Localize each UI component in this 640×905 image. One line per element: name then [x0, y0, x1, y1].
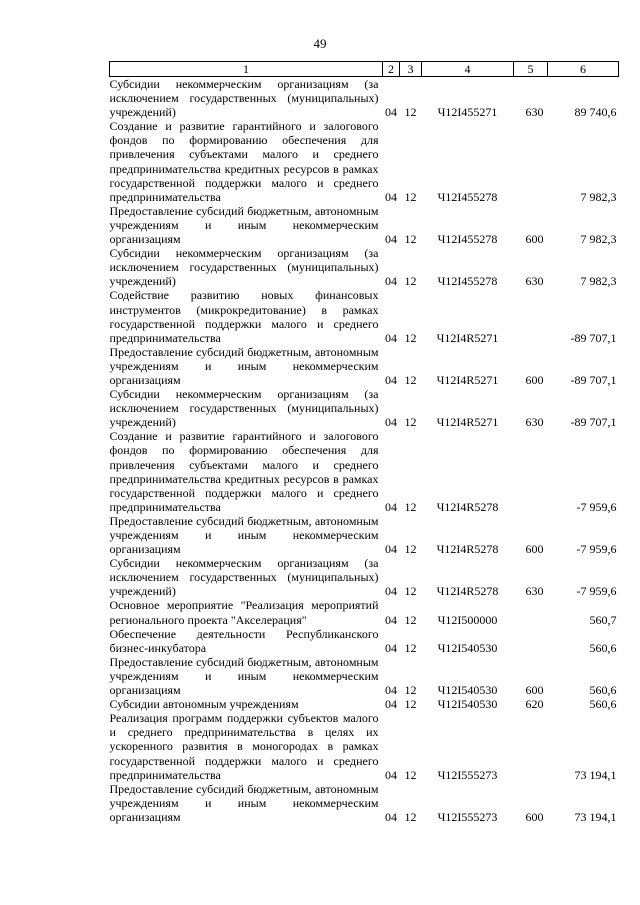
row-amount: 560,6 — [589, 697, 617, 712]
row-target-code: Ч12I4R5271 — [436, 372, 499, 387]
row-target-code: Ч12I4R5271 — [436, 415, 499, 430]
row-expense-type — [514, 429, 548, 514]
table-body — [110, 77, 619, 824]
row-subsection: 12 — [404, 189, 417, 204]
row-section: 04 — [385, 189, 397, 204]
header-col-5: 5 — [514, 62, 548, 77]
row-description: Субсидии некоммерческим организациям (за исключением государственных (муниципальных) учреждений) — [109, 77, 379, 120]
row-subsection: 12 — [404, 640, 417, 655]
row-description: Основное мероприятие "Реализация мероприятий регионального проекта "Акселерация" — [109, 598, 379, 627]
table-row — [110, 345, 619, 387]
table-row — [110, 655, 619, 697]
row-target-code: Ч12I540530 — [437, 640, 498, 655]
row-target-code: Ч12I455271 — [437, 105, 498, 120]
table-row — [110, 119, 619, 204]
row-amount: 73 194,1 — [574, 809, 617, 824]
row-target-code: Ч12I4R5278 — [436, 542, 499, 557]
row-target-code: Ч12I4R5278 — [436, 584, 499, 599]
row-description: Субсидии некоммерческим организациям (за исключением государственных (муниципальных) учреждений) — [109, 387, 379, 430]
table-row — [110, 782, 619, 824]
row-amount: 560,7 — [589, 612, 617, 627]
row-target-code: Ч12I500000 — [437, 612, 498, 627]
row-section: 04 — [385, 415, 397, 430]
row-subsection: 12 — [404, 683, 417, 698]
budget-table — [109, 61, 619, 824]
row-section: 04 — [385, 542, 397, 557]
row-description: Содействие развитию новых финансовых инструментов (микрокредитование) в рамках государственной поддержки малого и среднего предпринимательства — [109, 288, 379, 345]
row-subsection: 12 — [404, 372, 417, 387]
table-header — [110, 62, 619, 77]
table-row — [110, 711, 619, 781]
row-target-code: Ч12I555273 — [437, 767, 498, 782]
row-expense-type — [514, 288, 548, 344]
row-description: Предоставление субсидий бюджетным, автономным учреждениям и иным некоммерческим организациям — [109, 344, 379, 387]
row-target-code: Ч12I4R5278 — [436, 499, 499, 514]
table-row — [110, 77, 619, 120]
row-subsection: 12 — [404, 330, 417, 345]
header-col-4: 4 — [422, 62, 514, 77]
row-amount: -7 959,6 — [576, 584, 617, 599]
row-expense-type: 600 — [525, 683, 544, 698]
row-amount: -89 707,1 — [570, 330, 617, 345]
row-target-code: Ч12I455278 — [437, 232, 498, 247]
row-target-code: Ч12I455278 — [437, 274, 498, 289]
row-section: 04 — [385, 612, 397, 627]
row-expense-type — [514, 598, 548, 626]
row-description: Обеспечение деятельности Республиканского бизнес-инкубатора — [109, 626, 379, 655]
row-section: 04 — [385, 330, 397, 345]
table-row — [110, 429, 619, 514]
table-row — [110, 246, 619, 288]
row-amount: 7 982,3 — [580, 232, 617, 247]
row-section: 04 — [385, 499, 397, 514]
row-subsection: 12 — [404, 767, 417, 782]
row-description: Реализация программ поддержки субъектов малого и среднего предпринимательства в целях их ускоренного развития в моногородах в рамках государственной поддержки малого и среднего предпринимательства — [109, 711, 379, 782]
row-expense-type — [514, 711, 548, 781]
row-expense-type: 630 — [525, 584, 544, 599]
row-description: Предоставление субсидий бюджетным, автономным учреждениям и иным некоммерческим организациям — [109, 203, 379, 247]
table-row — [110, 598, 619, 626]
row-expense-type — [514, 627, 548, 655]
row-section: 04 — [385, 767, 397, 782]
row-expense-type: 630 — [525, 415, 544, 430]
table-row — [110, 387, 619, 429]
row-expense-type: 620 — [525, 697, 544, 712]
table-row — [110, 204, 619, 246]
row-amount: 89 740,6 — [574, 105, 617, 120]
header-row — [110, 62, 619, 77]
row-amount: -7 959,6 — [576, 542, 617, 557]
row-amount: 560,6 — [589, 683, 617, 698]
row-subsection: 12 — [404, 612, 417, 627]
row-section: 04 — [385, 640, 397, 655]
row-amount: 7 982,3 — [580, 189, 617, 204]
row-description: Субсидии некоммерческим организациям (за исключением государственных (муниципальных) учреждений) — [109, 556, 379, 599]
row-expense-type — [514, 119, 548, 204]
header-col-6: 6 — [548, 62, 619, 77]
row-amount: 7 982,3 — [580, 274, 617, 289]
row-expense-type: 630 — [525, 105, 544, 120]
row-description: Субсидии автономным учреждениям — [109, 697, 299, 712]
table-row — [110, 697, 619, 711]
row-target-code: Ч12I455278 — [437, 189, 498, 204]
row-subsection: 12 — [404, 809, 417, 824]
row-description: Предоставление субсидий бюджетным, автономным учреждениям и иным некоммерческим организациям — [109, 513, 379, 557]
row-amount: -89 707,1 — [570, 415, 617, 430]
header-col-3: 3 — [400, 62, 422, 77]
row-description: Создание и развитие гарантийного и залогового фондов по формированию обеспечения для привлечения субъектами малого и среднего предпринимательства кредитных ресурсов в рамках государственной поддержки малого и среднего предпринимательства — [109, 429, 379, 514]
row-subsection: 12 — [404, 415, 417, 430]
row-amount: 560,6 — [589, 640, 617, 655]
row-description: Предоставление субсидий бюджетным, автономным учреждениям и иным некоммерческим организациям — [109, 654, 379, 698]
row-description: Создание и развитие гарантийного и залогового фондов по формированию обеспечения для привлечения субъектами малого и среднего предпринимательства кредитных ресурсов в рамках государственной поддержки малого и среднего предпринимательства — [109, 119, 379, 204]
row-section: 04 — [385, 232, 397, 247]
row-section: 04 — [385, 372, 397, 387]
row-target-code: Ч12I4R5271 — [436, 330, 499, 345]
row-section: 04 — [385, 809, 397, 824]
page-number: 49 — [313, 36, 327, 51]
row-subsection: 12 — [404, 499, 417, 514]
row-expense-type: 600 — [525, 809, 544, 824]
row-subsection: 12 — [404, 105, 417, 120]
row-amount: 73 194,1 — [574, 767, 617, 782]
table-row — [110, 514, 619, 556]
row-expense-type: 600 — [525, 542, 544, 557]
header-col-2: 2 — [383, 62, 400, 77]
row-section: 04 — [385, 105, 397, 120]
row-amount: -7 959,6 — [576, 499, 617, 514]
row-amount: -89 707,1 — [570, 372, 617, 387]
row-section: 04 — [385, 584, 397, 599]
row-subsection: 12 — [404, 697, 417, 712]
header-col-1: 1 — [110, 62, 383, 77]
row-subsection: 12 — [404, 232, 417, 247]
row-description: Субсидии некоммерческим организациям (за исключением государственных (муниципальных) учреждений) — [109, 246, 379, 289]
row-expense-type: 630 — [525, 274, 544, 289]
table-row — [110, 627, 619, 655]
table-row — [110, 288, 619, 344]
row-subsection: 12 — [404, 542, 417, 557]
row-description: Предоставление субсидий бюджетным, автономным учреждениям и иным некоммерческим организациям — [109, 781, 379, 824]
row-subsection: 12 — [404, 274, 417, 289]
row-expense-type: 600 — [525, 372, 544, 387]
table-row — [110, 556, 619, 598]
row-target-code: Ч12I540530 — [437, 697, 498, 712]
row-target-code: Ч12I555273 — [437, 809, 498, 824]
row-section: 04 — [385, 274, 397, 289]
row-subsection: 12 — [404, 584, 417, 599]
row-section: 04 — [385, 697, 397, 712]
row-expense-type: 600 — [525, 232, 544, 247]
row-section: 04 — [385, 683, 397, 698]
row-target-code: Ч12I540530 — [437, 683, 498, 698]
